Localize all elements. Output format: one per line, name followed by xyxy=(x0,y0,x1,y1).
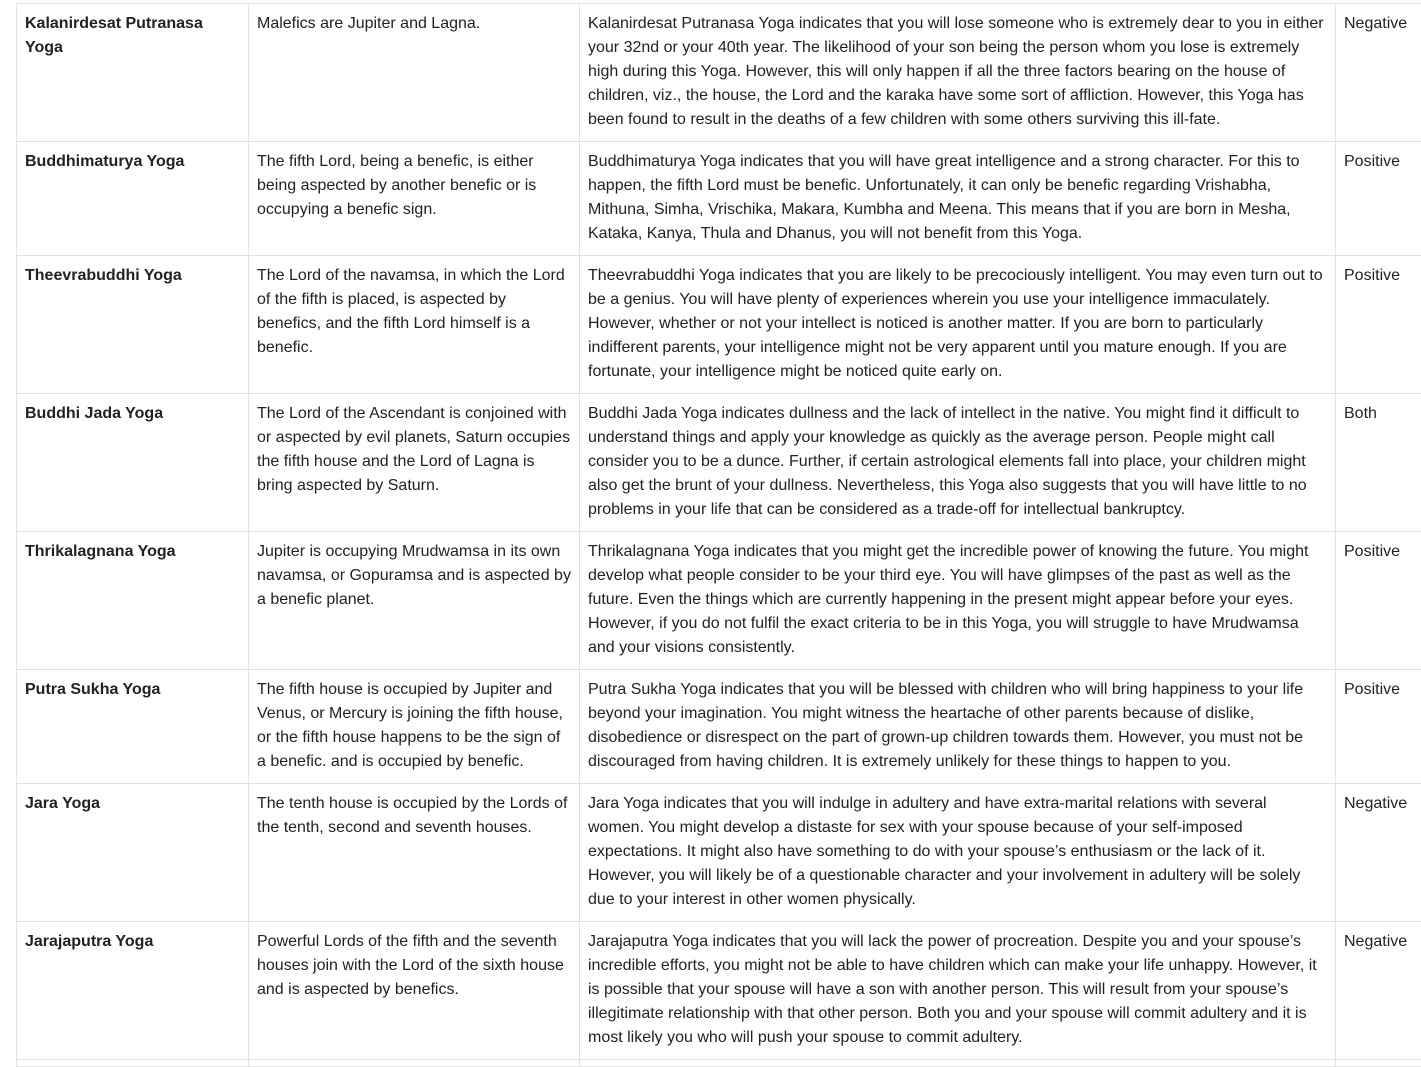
yoga-name-cell: Buddhi Jada Yoga xyxy=(17,394,249,532)
yoga-condition-cell: Powerful Lords of the fifth and the seventh houses join with the Lord of the sixth house and is aspected by benefics. xyxy=(249,922,580,1060)
yoga-nature-cell: Negative xyxy=(1336,784,1421,922)
yoga-nature-cell: Negative xyxy=(1336,922,1421,1060)
table-row xyxy=(17,670,1421,784)
yoga-name-cell: Thrikalagnana Yoga xyxy=(17,532,249,670)
yoga-name-cell: Kalanirdesat Putranasa Yoga xyxy=(17,4,249,142)
yoga-nature-cell: Positive xyxy=(1336,532,1421,670)
yoga-description-cell: Putra Sukha Yoga indicates that you will be blessed with children who will bring happiness to your life beyond your imagination. You might witness the heartache of other parents because of dislike, disobedience or disrespect on the part of grown-up children towards them. However, you must not be discouraged from having children. It is extremely unlikely for these things to happen to you. xyxy=(580,670,1336,784)
yoga-name-cell: Jarajaputra Yoga xyxy=(17,922,249,1060)
yoga-nature-cell: Positive xyxy=(1336,670,1421,784)
yoga-description-cell: Thrikalagnana Yoga indicates that you might get the incredible power of knowing the future. You might develop what people consider to be your third eye. You will have glimpses of the past as well as the future. Even the things which are currently happening in the present might appear before your eyes. However, if you do not fulfil the exact criteria to be in this Yoga, you will struggle to have Mrudwamsa and your visions consistently. xyxy=(580,532,1336,670)
yoga-description-cell: Jarajaputra Yoga indicates that you will lack the power of procreation. Despite you and your spouse’s incredible efforts, you might not be able to have children which can make your life unhappy. However, it is possible that your spouse will have a son with another person. This will result from your spouse’s illegitimate relationship with that other person. Both you and your spouse will commit adultery and it is most likely you who will push your spouse to commit adultery. xyxy=(580,922,1336,1060)
yoga-nature-cell: Negative xyxy=(1336,4,1421,142)
yoga-name-cell: Jara Yoga xyxy=(17,784,249,922)
table-row xyxy=(17,784,1421,922)
yoga-condition-cell: Malefics are Jupiter and Lagna. xyxy=(249,4,580,142)
table-row xyxy=(17,922,1421,1060)
yoga-condition-cell: The tenth house is occupied by the Lords of the tenth, second and seventh houses. xyxy=(249,784,580,922)
table-row xyxy=(17,394,1421,532)
yoga-condition-cell: The Lord of the navamsa, in which the Lord of the fifth is placed, is aspected by benefics, and the fifth Lord himself is a benefic. xyxy=(249,256,580,394)
table-row xyxy=(17,4,1421,142)
yoga-description-cell: Buddhi Jada Yoga indicates dullness and the lack of intellect in the native. You might find it difficult to understand things and apply your knowledge as quickly as the average person. People might call consider you to be a dunce. Further, if certain astrological elements fall into place, your children might also get the brunt of your dullness. Nevertheless, this Yoga also suggests that you will have little to no problems in your life that can be considered as a trade-off for intellectual bankruptcy. xyxy=(580,394,1336,532)
table-row xyxy=(17,142,1421,256)
yoga-nature-cell: Both xyxy=(1336,394,1421,532)
yoga-description-cell: Buddhimaturya Yoga indicates that you will have great intelligence and a strong character. For this to happen, the fifth Lord must be benefic. Unfortunately, it can only be benefic regarding Vrishabha, Mithuna, Simha, Vrischika, Makara, Kumbha and Meena. This means that if you are born in Mesha, Kataka, Kanya, Thula and Dhanus, you will not benefit from this Yoga. xyxy=(580,142,1336,256)
yoga-table xyxy=(16,3,1421,1067)
yoga-condition-cell: The Lord of the Ascendant is conjoined with or aspected by evil planets, Saturn occupies the fifth house and the Lord of Lagna is bring aspected by Saturn. xyxy=(249,394,580,532)
empty-cell xyxy=(249,1060,580,1067)
yoga-condition-cell: Jupiter is occupying Mrudwamsa in its own navamsa, or Gopuramsa and is aspected by a benefic planet. xyxy=(249,532,580,670)
empty-cell xyxy=(17,1060,249,1067)
table-row-partial xyxy=(17,1060,1421,1067)
table-row xyxy=(17,256,1421,394)
yoga-name-cell: Putra Sukha Yoga xyxy=(17,670,249,784)
yoga-nature-cell: Positive xyxy=(1336,256,1421,394)
yoga-table-container xyxy=(16,3,1421,1067)
yoga-name-cell: Theevrabuddhi Yoga xyxy=(17,256,249,394)
empty-cell xyxy=(580,1060,1336,1067)
table-row xyxy=(17,532,1421,670)
yoga-condition-cell: The fifth Lord, being a benefic, is either being aspected by another benefic or is occupying a benefic sign. xyxy=(249,142,580,256)
yoga-description-cell: Jara Yoga indicates that you will indulge in adultery and have extra-marital relations with several women. You might develop a distaste for sex with your spouse because of your self-imposed expectations. It might also have something to do with your spouse’s enthusiasm or the lack of it. However, you will likely be of a questionable character and your involvement in adultery will be solely due to your interest in other women physically. xyxy=(580,784,1336,922)
yoga-name-cell: Buddhimaturya Yoga xyxy=(17,142,249,256)
yoga-condition-cell: The fifth house is occupied by Jupiter and Venus, or Mercury is joining the fifth house, or the fifth house happens to be the sign of a benefic. and is occupied by benefic. xyxy=(249,670,580,784)
yoga-description-cell: Kalanirdesat Putranasa Yoga indicates that you will lose someone who is extremely dear to you in either your 32nd or your 40th year. The likelihood of your son being the person whom you lose is extremely high during this Yoga. However, this will only happen if all the three factors bearing on the house of children, viz., the house, the Lord and the karaka have some sort of affliction. However, this Yoga has been found to result in the deaths of a few children with some others surviving this ill-fate. xyxy=(580,4,1336,142)
yoga-nature-cell: Positive xyxy=(1336,142,1421,256)
yoga-description-cell: Theevrabuddhi Yoga indicates that you are likely to be precociously intelligent. You may even turn out to be a genius. You will have plenty of experiences wherein you use your intelligence immaculately. However, whether or not your intellect is noticed is another matter. If you are born to particularly indifferent parents, your intelligence might not be very apparent until you mature enough. If you are fortunate, your intelligence might be noticed quite early on. xyxy=(580,256,1336,394)
empty-cell xyxy=(1336,1060,1421,1067)
